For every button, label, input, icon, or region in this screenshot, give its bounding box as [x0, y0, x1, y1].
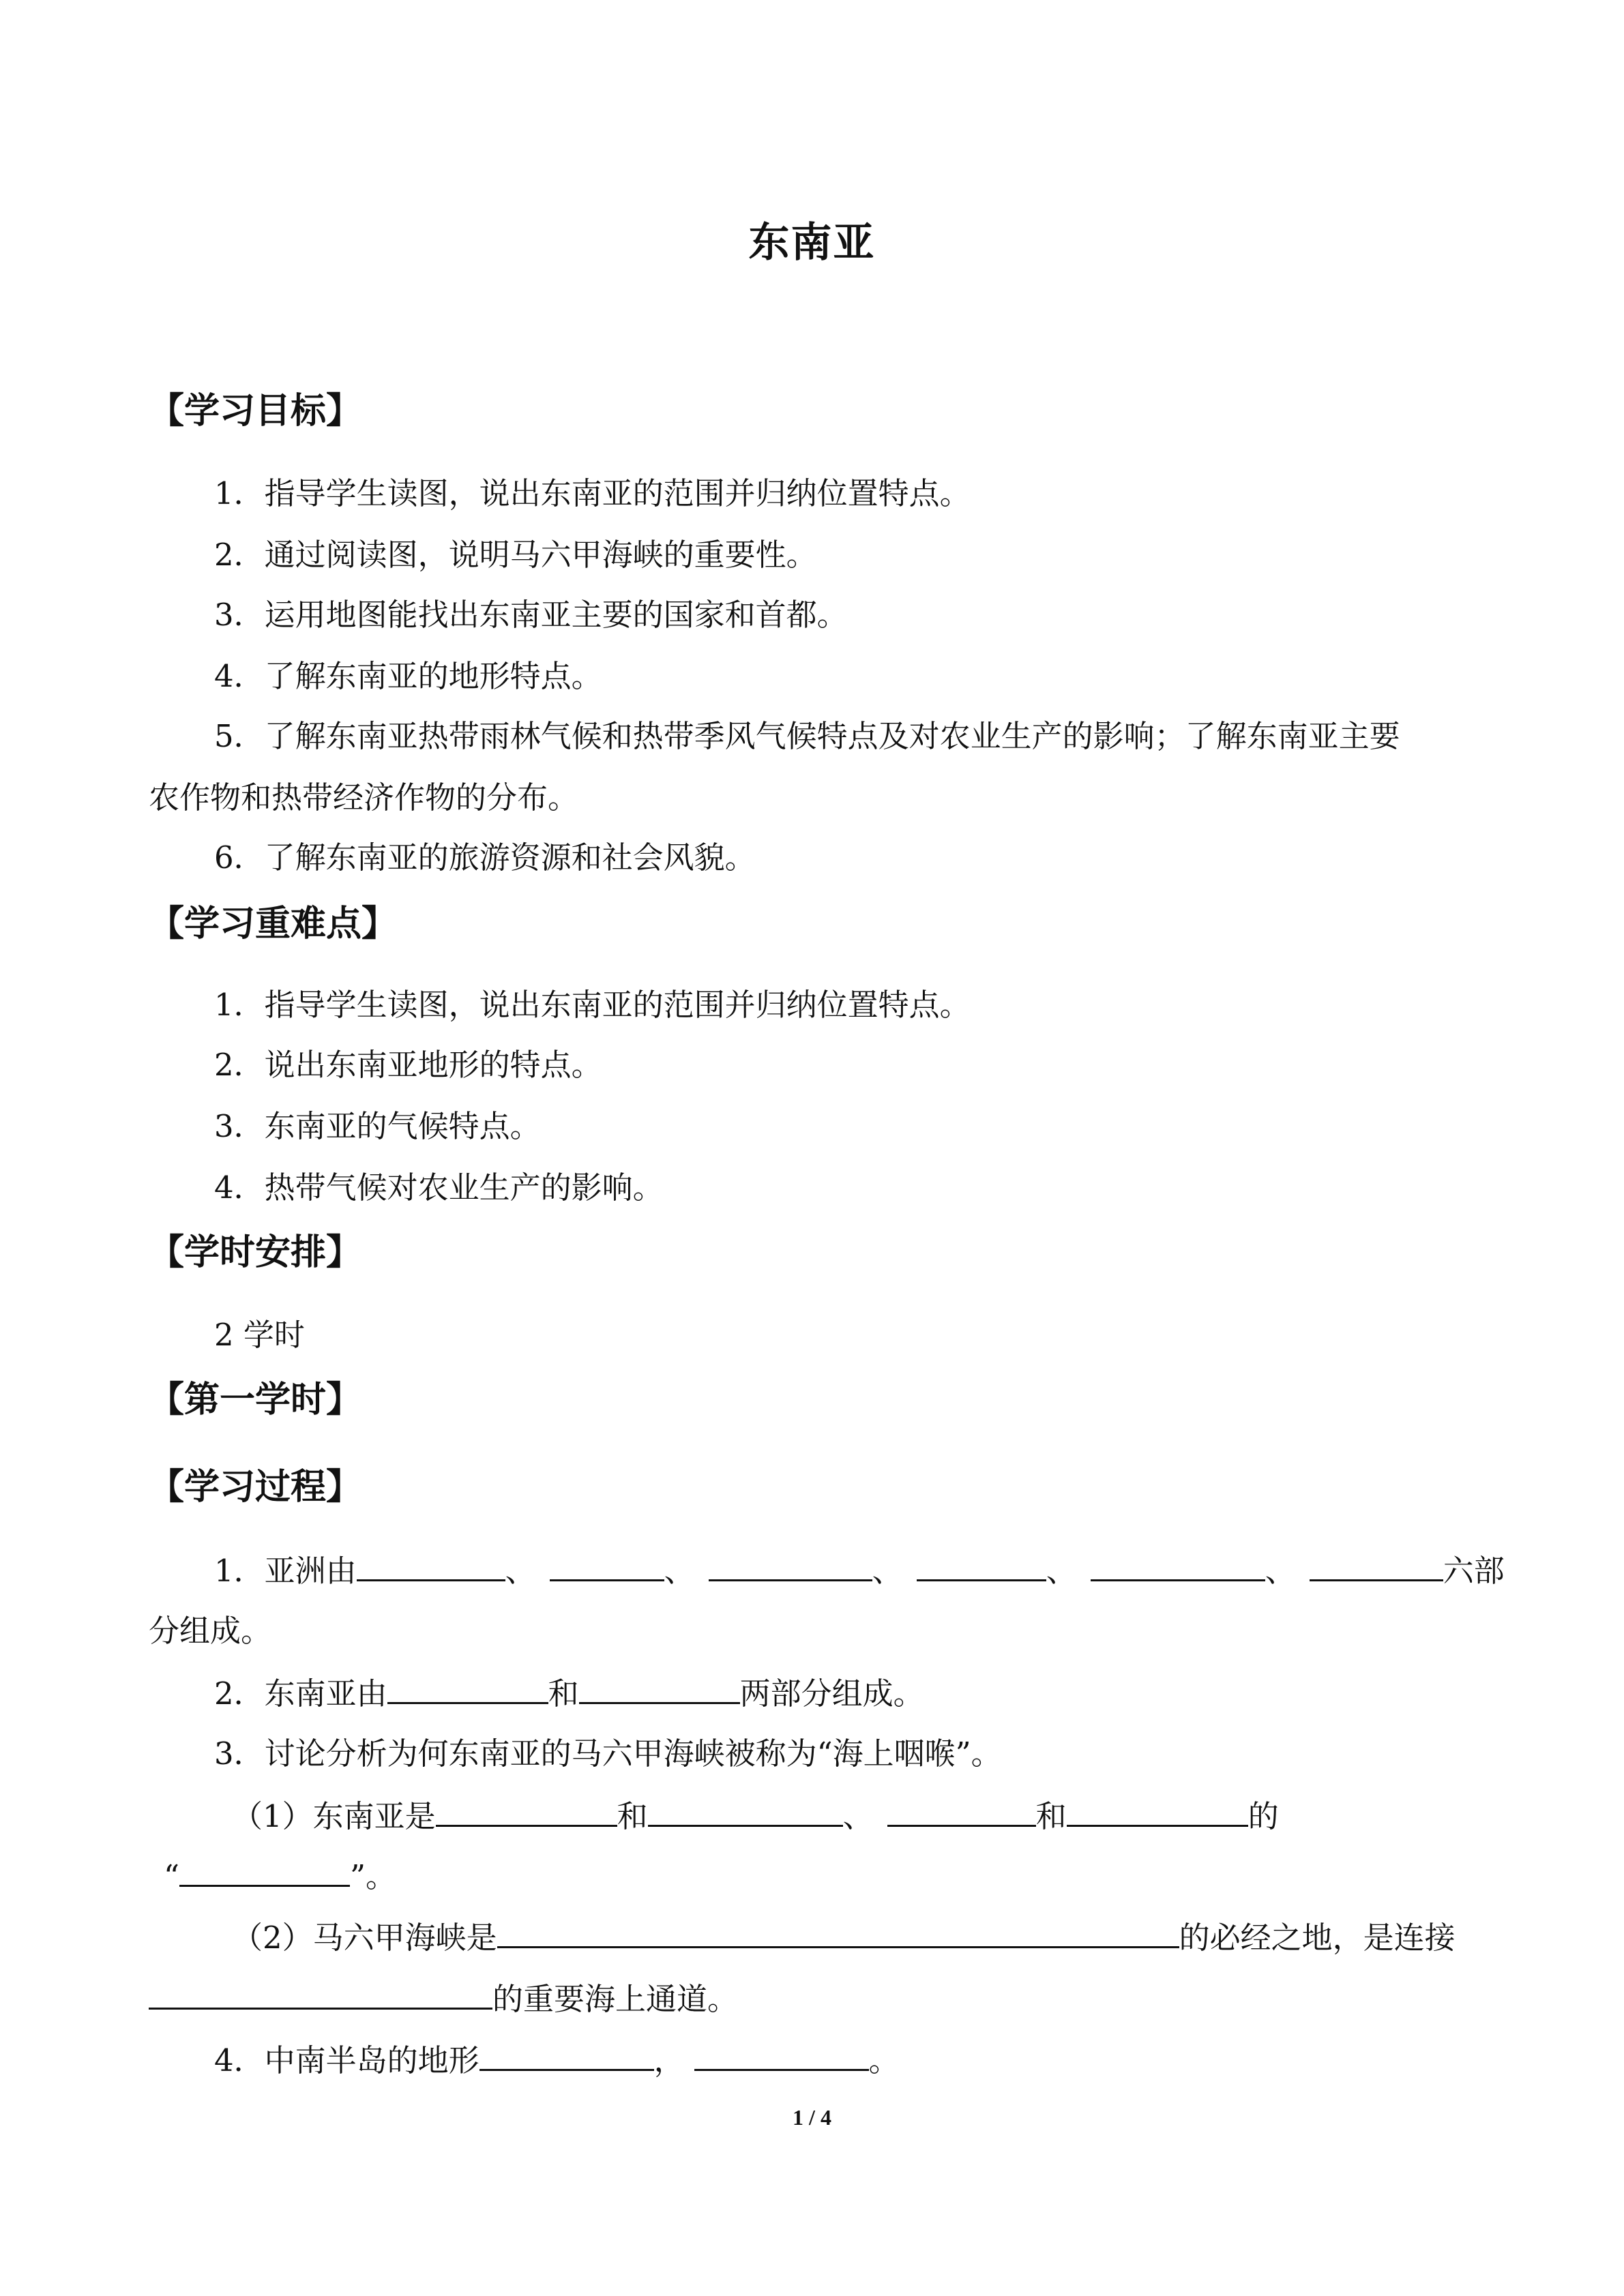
page-title: 东南亚 — [748, 219, 876, 267]
question-3-1-continued — [164, 1853, 396, 1898]
question-text: 4．中南半岛的地形 — [214, 2042, 479, 2078]
question-text: 1．亚洲由 — [214, 1553, 357, 1589]
open-quote: “ — [164, 1858, 180, 1894]
question-text: 的 — [1247, 1798, 1279, 1834]
answer-blank[interactable] — [179, 1853, 350, 1887]
separator: 、 — [842, 1798, 874, 1834]
question-3-2-continued — [149, 1976, 738, 2021]
question-text: 和 — [617, 1798, 648, 1834]
heading-objectives: 【学习目标】 — [149, 391, 362, 432]
page-number: 1 / 4 — [793, 2105, 831, 2130]
answer-blank[interactable] — [887, 1793, 1036, 1827]
key-point-item: 1．指导学生读图，说出东南亚的范围并归纳位置特点。 — [214, 987, 971, 1023]
answer-blank[interactable] — [497, 1915, 1179, 1948]
answer-blank[interactable] — [357, 1548, 505, 1581]
answer-blank[interactable] — [579, 1671, 740, 1704]
heading-first-period: 【第一学时】 — [149, 1380, 362, 1420]
question-1 — [214, 1548, 1505, 1593]
question-text: 和 — [548, 1675, 579, 1712]
separator: 、 — [872, 1553, 903, 1589]
answer-blank[interactable] — [1091, 1548, 1265, 1581]
separator: ， — [653, 2042, 685, 2078]
question-4 — [214, 2038, 900, 2083]
key-point-item: 2．说出东南亚地形的特点。 — [214, 1047, 602, 1083]
question-text: 的必经之地，是连接 — [1179, 1920, 1456, 1956]
objective-item: 1．指导学生读图，说出东南亚的范围并归纳位置特点。 — [214, 475, 971, 511]
objective-item-continued: 农作物和热带经济作物的分布。 — [149, 779, 579, 816]
question-text: （1）东南亚是 — [232, 1798, 436, 1834]
heading-process: 【学习过程】 — [149, 1467, 362, 1508]
separator: 、 — [505, 1553, 536, 1589]
separator: 、 — [1265, 1553, 1296, 1589]
answer-blank[interactable] — [694, 2038, 869, 2071]
answer-blank[interactable] — [550, 1548, 664, 1581]
answer-blank[interactable] — [149, 1976, 492, 2010]
objective-item: 2．通过阅读图，说明马六甲海峡的重要性。 — [214, 537, 817, 573]
question-1-continued: 分组成。 — [149, 1613, 272, 1649]
answer-blank[interactable] — [1067, 1793, 1248, 1827]
answer-blank[interactable] — [436, 1793, 617, 1827]
question-3: 3．讨论分析为何东南亚的马六甲海峡被称为“海上咽喉”。 — [214, 1735, 1002, 1772]
answer-blank[interactable] — [648, 1793, 843, 1827]
separator: 、 — [664, 1553, 695, 1589]
answer-blank[interactable] — [709, 1548, 872, 1581]
question-3-1 — [232, 1793, 1279, 1838]
question-text: 两部分组成。 — [739, 1675, 924, 1712]
objective-item: 6．了解东南亚的旅游资源和社会风貌。 — [214, 839, 756, 876]
heading-schedule: 【学时安排】 — [149, 1232, 362, 1273]
close-quote: ”。 — [350, 1858, 397, 1894]
answer-blank[interactable] — [479, 2038, 654, 2071]
question-3-2 — [232, 1915, 1456, 1960]
objective-item: 4．了解东南亚的地形特点。 — [214, 658, 602, 694]
answer-blank[interactable] — [1310, 1548, 1443, 1581]
schedule-text: 2 学时 — [214, 1317, 305, 1353]
objective-item: 5．了解东南亚热带雨林气候和热带季风气候特点及对农业生产的影响；了解东南亚主要 — [214, 718, 1400, 754]
question-text: 六部 — [1443, 1553, 1505, 1589]
answer-blank[interactable] — [387, 1671, 548, 1704]
heading-key-points: 【学习重难点】 — [149, 904, 398, 944]
separator: 、 — [1046, 1553, 1077, 1589]
question-text: 2．东南亚由 — [214, 1675, 387, 1712]
question-text: （2）马六甲海峡是 — [232, 1920, 497, 1956]
question-text: 。 — [868, 2042, 900, 2078]
key-point-item: 4．热带气候对农业生产的影响。 — [214, 1169, 664, 1206]
answer-blank[interactable] — [917, 1548, 1046, 1581]
question-2 — [214, 1671, 924, 1716]
question-text: 和 — [1035, 1798, 1067, 1834]
question-text: 的重要海上通道。 — [492, 1981, 739, 2017]
key-point-item: 3．东南亚的气候特点。 — [214, 1108, 541, 1144]
objective-item: 3．运用地图能找出东南亚主要的国家和首都。 — [214, 597, 848, 633]
